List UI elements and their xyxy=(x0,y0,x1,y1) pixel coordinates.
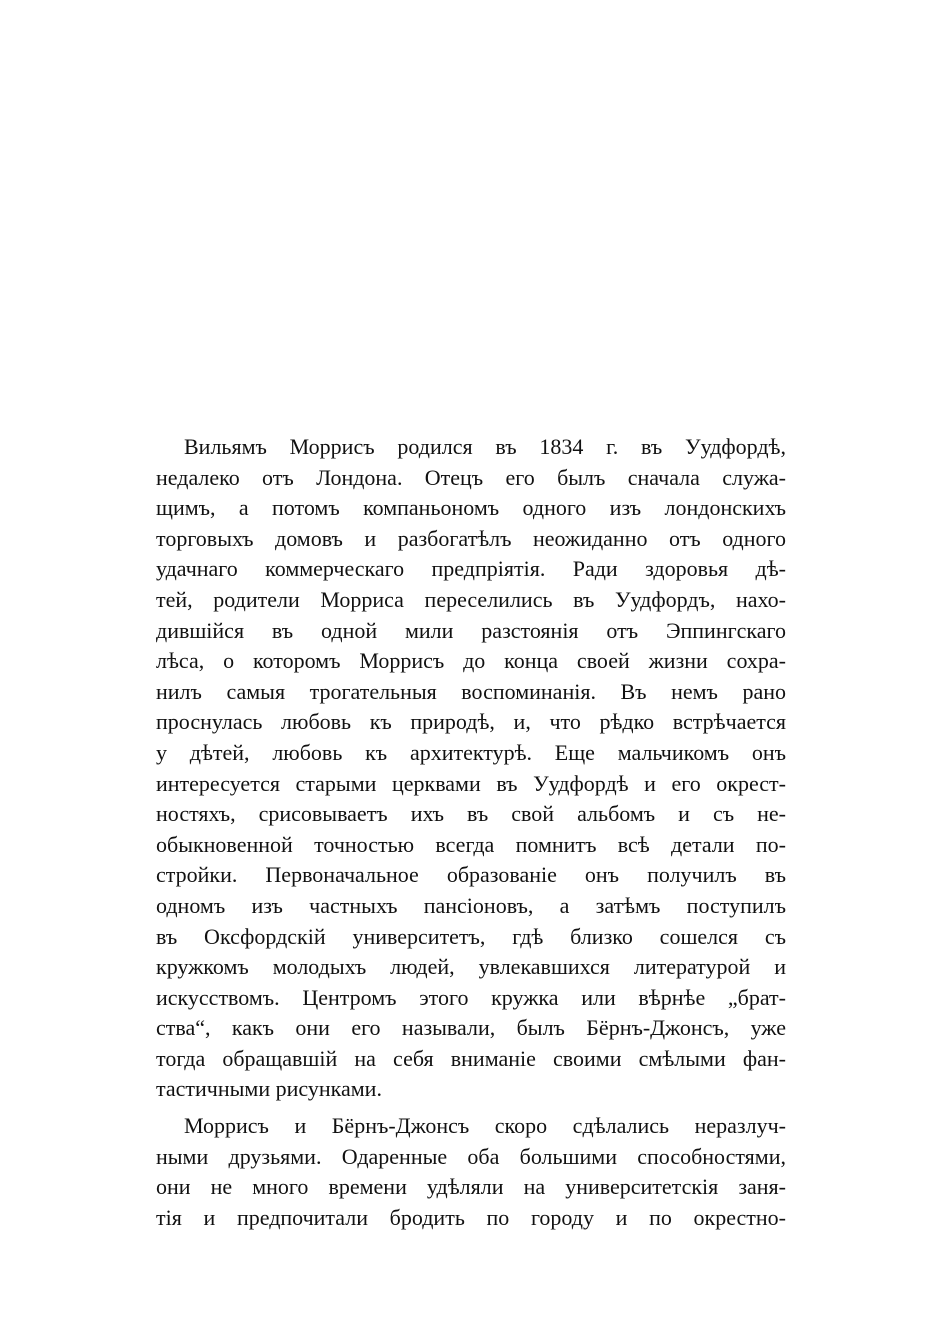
text-line: дившійся въ одной мили разстоянія отъ Эппингскаго xyxy=(156,617,786,643)
text-line: кружкомъ молодыхъ людей, увлекавшихся литературой и xyxy=(156,954,786,980)
text-line: искусствомъ. Центромъ этого кружка или вѣрнѣе „брат- xyxy=(156,984,786,1010)
text-line: интересуется старыми церквами въ Уудфордѣ и его окрест- xyxy=(156,770,786,796)
text-line: тія и предпочитали бродить по городу и по окрестно- xyxy=(156,1204,786,1230)
text-line: одномъ изъ частныхъ пансіоновъ, а затѣмъ поступилъ xyxy=(156,892,786,918)
paragraph xyxy=(156,1111,786,1233)
text-line: они не много времени удѣляли на университетскія заня- xyxy=(156,1174,786,1200)
body-text xyxy=(156,432,786,1233)
text-line: ными друзьями. Одаренные оба большими способностями, xyxy=(156,1143,786,1169)
text-line: лѣса, о которомъ Моррисъ до конца своей жизни сохра- xyxy=(156,648,786,674)
text-line: Моррисъ и Бёрнъ-Джонсъ скоро сдѣлались неразлуч- xyxy=(184,1113,786,1139)
text-line: Вильямъ Моррисъ родился въ 1834 г. въ Уудфордѣ, xyxy=(184,434,786,459)
text-line: торговыхъ домовъ и разбогатѣлъ неожиданно отъ одного xyxy=(156,525,786,551)
text-line: тастичными рисунками. xyxy=(156,1076,382,1102)
text-line: ства“, какъ они его называли, былъ Бёрнъ-Джонсъ, уже xyxy=(156,1015,786,1041)
text-line: стройки. Первоначальное образованіе онъ получилъ въ xyxy=(156,862,786,888)
text-line: ностяхъ, срисовываетъ ихъ въ свой альбомъ и съ не- xyxy=(156,801,786,827)
text-line: удачнаго коммерческаго предпріятія. Ради здоровья дѣ- xyxy=(156,556,786,582)
text-line: въ Оксфордскій университетъ, гдѣ близко сошелся съ xyxy=(156,923,786,949)
text-line: нилъ самыя трогательныя воспоминанія. Въ немъ рано xyxy=(156,678,786,704)
text-line: обыкновенной точностью всегда помнитъ всѣ детали по- xyxy=(156,831,786,857)
text-line: у дѣтей, любовь къ архитектурѣ. Еще мальчикомъ онъ xyxy=(156,739,786,765)
text-line: тей, родители Морриса переселились въ Уудфордъ, нахо- xyxy=(156,586,786,612)
text-line: тогда обращавшій на себя вниманіе своими смѣлыми фан- xyxy=(156,1045,786,1071)
text-line: проснулась любовь къ природѣ, и, что рѣдко встрѣчается xyxy=(156,709,786,735)
paragraph xyxy=(156,432,786,1105)
text-line: щимъ, а потомъ компаньономъ одного изъ лондонскихъ xyxy=(156,495,786,521)
text-line: недалеко отъ Лондона. Отецъ его былъ сначала служа- xyxy=(156,464,786,490)
